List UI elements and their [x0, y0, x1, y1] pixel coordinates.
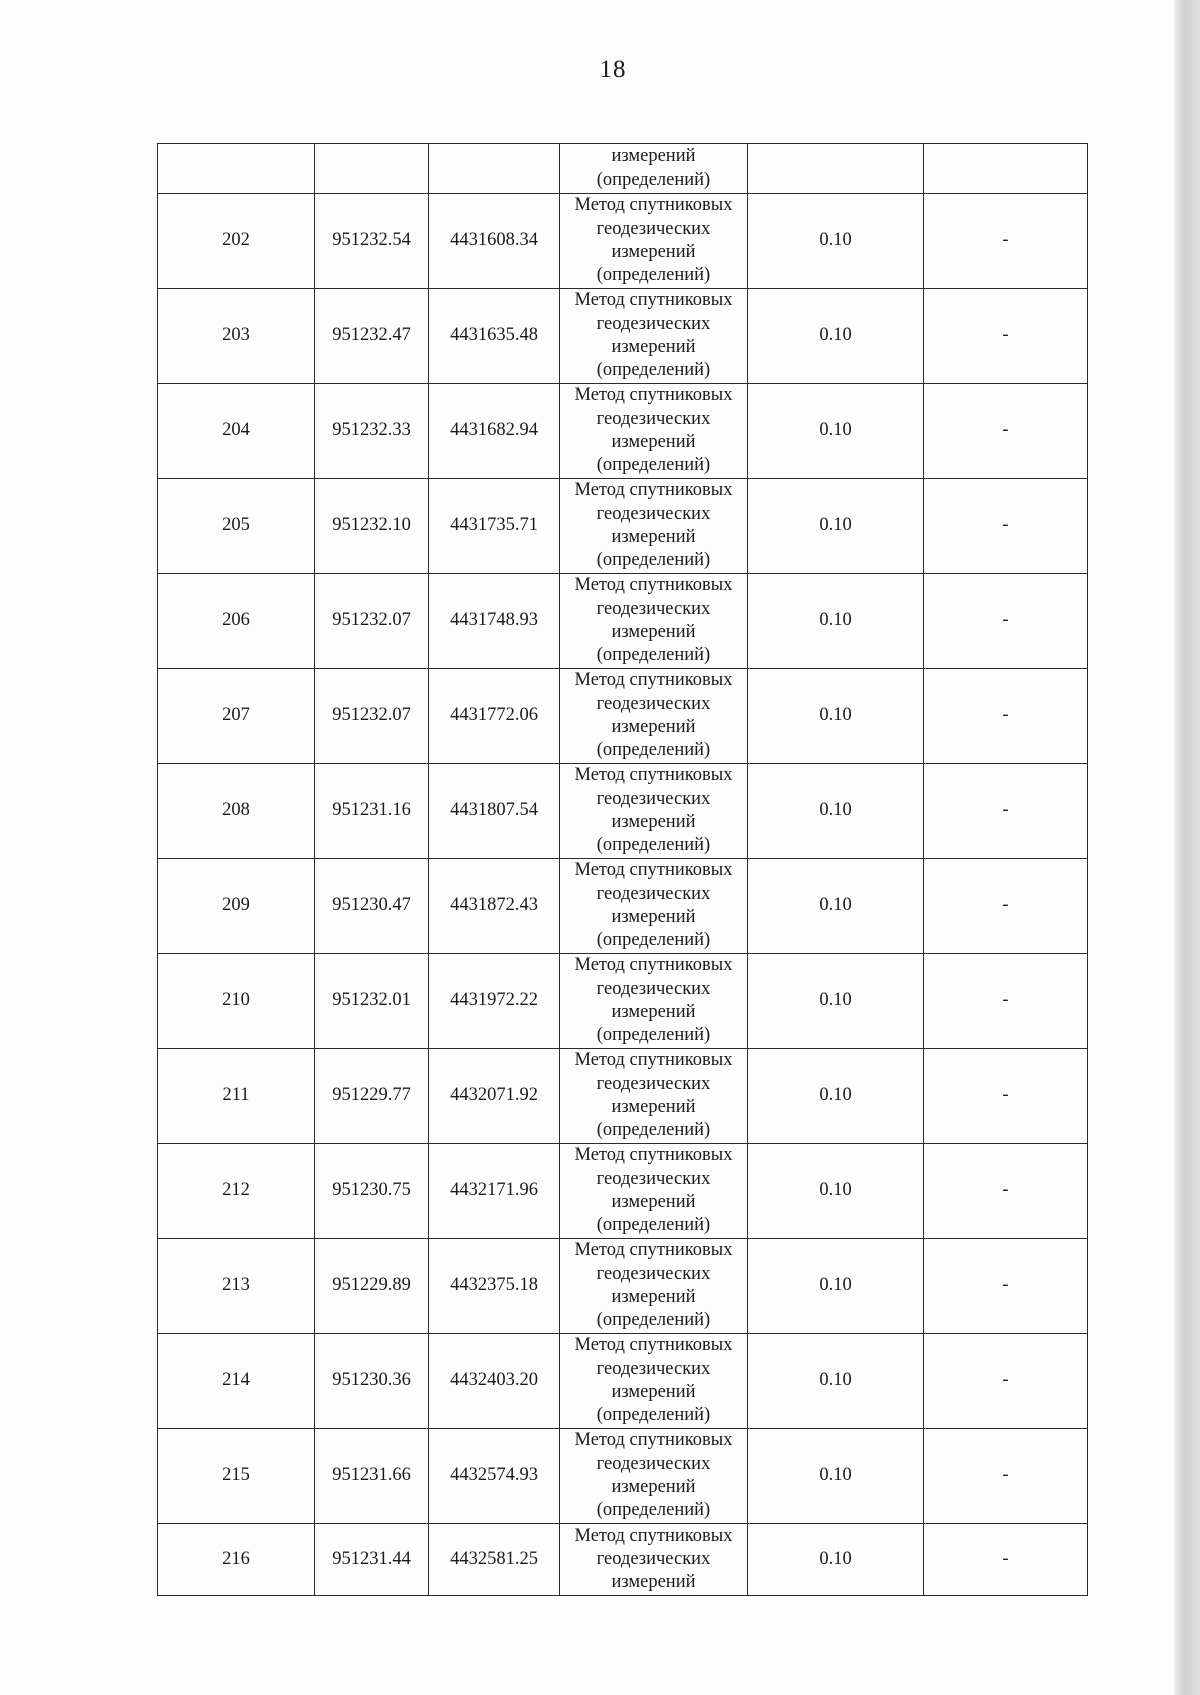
method-line: (определений) — [596, 360, 711, 381]
note-cell: - — [924, 954, 1088, 1049]
method-line: Метод спутниковых — [574, 1430, 733, 1451]
point-number-cell: 215 — [158, 1429, 315, 1524]
method-line: геодезических — [596, 1358, 711, 1379]
method-line: Метод спутниковых — [574, 1145, 733, 1166]
table-row — [158, 1429, 1088, 1524]
method-line: измерений — [611, 1287, 696, 1307]
method-cell — [560, 574, 748, 669]
accuracy-cell: 0.10 — [748, 1429, 924, 1524]
note-cell: - — [924, 194, 1088, 289]
table-row — [158, 479, 1088, 574]
method-line: (определений) — [596, 1310, 711, 1331]
y-coordinate-cell: 4431872.43 — [429, 859, 560, 954]
method-cell — [560, 479, 748, 574]
method-line: геодезических — [596, 1073, 711, 1094]
method-line: геодезических — [596, 788, 711, 809]
x-coordinate-cell: 951230.36 — [315, 1334, 429, 1429]
note-cell: - — [924, 1524, 1088, 1596]
method-line: измерений — [611, 907, 696, 927]
method-line: (определений) — [596, 645, 711, 666]
method-line: (определений) — [596, 1120, 711, 1141]
x-coordinate-cell: 951232.33 — [315, 384, 429, 479]
table-row — [158, 289, 1088, 384]
method-line: (определений) — [596, 265, 711, 286]
method-line: измерений — [611, 527, 696, 547]
point-number-cell: 203 — [158, 289, 315, 384]
method-cell — [560, 384, 748, 479]
method-line: Метод спутниковых — [574, 765, 733, 786]
method-line: измерений — [611, 622, 696, 642]
x-coordinate-cell: 951232.07 — [315, 574, 429, 669]
point-number-cell: 209 — [158, 859, 315, 954]
method-line: Метод спутниковых — [574, 1525, 733, 1546]
note-cell: - — [924, 669, 1088, 764]
method-line: (определений) — [596, 740, 711, 761]
method-line: геодезических — [596, 598, 711, 619]
method-line: Метод спутниковых — [574, 480, 733, 501]
method-cell — [560, 1239, 748, 1334]
note-cell: - — [924, 384, 1088, 479]
x-coordinate-cell: 951230.47 — [315, 859, 429, 954]
note-cell: - — [924, 1429, 1088, 1524]
point-number-cell: 204 — [158, 384, 315, 479]
y-coordinate-cell: 4431608.34 — [429, 194, 560, 289]
note-cell: - — [924, 764, 1088, 859]
method-line: геодезических — [596, 1548, 711, 1569]
y-coordinate-cell: 4431748.93 — [429, 574, 560, 669]
method-line: (определений) — [596, 835, 711, 856]
x-coordinate-cell: 951232.10 — [315, 479, 429, 574]
method-line: Метод спутниковых — [574, 1335, 733, 1356]
accuracy-cell: 0.10 — [748, 384, 924, 479]
x-coordinate-cell: 951231.66 — [315, 1429, 429, 1524]
table-row — [158, 1524, 1088, 1596]
method-cell — [560, 194, 748, 289]
method-cell — [560, 1429, 748, 1524]
method-line: (определений) — [596, 1405, 711, 1426]
accuracy-cell: 0.10 — [748, 574, 924, 669]
point-number-cell: 210 — [158, 954, 315, 1049]
method-cell — [560, 764, 748, 859]
method-cell — [560, 1334, 748, 1429]
method-line: измерений — [611, 1572, 696, 1593]
y-coordinate-cell: 4432375.18 — [429, 1239, 560, 1334]
method-line: геодезических — [596, 883, 711, 904]
y-cell — [429, 144, 560, 194]
y-coordinate-cell: 4431635.48 — [429, 289, 560, 384]
y-coordinate-cell: 4432403.20 — [429, 1334, 560, 1429]
method-line: измерений — [611, 1192, 696, 1212]
method-line: Метод спутниковых — [574, 195, 733, 216]
accuracy-cell: 0.10 — [748, 479, 924, 574]
note-cell: - — [924, 289, 1088, 384]
method-line: измерений — [611, 1097, 696, 1117]
method-line: (определений) — [596, 1025, 711, 1046]
y-coordinate-cell: 4431772.06 — [429, 669, 560, 764]
point-number-cell: 208 — [158, 764, 315, 859]
point-number-cell: 216 — [158, 1524, 315, 1596]
note-cell: - — [924, 1049, 1088, 1144]
method-line: измерений — [611, 242, 696, 262]
method-cell — [560, 1524, 748, 1596]
note-cell: - — [924, 1334, 1088, 1429]
x-coordinate-cell: 951229.89 — [315, 1239, 429, 1334]
accuracy-cell: 0.10 — [748, 1144, 924, 1239]
method-line: геодезических — [596, 313, 711, 334]
method-line: (определений) — [596, 169, 711, 190]
continuation-row — [158, 144, 1088, 194]
method-line: геодезических — [596, 503, 711, 524]
table-row — [158, 1144, 1088, 1239]
scan-edge-shadow — [1174, 0, 1200, 1695]
y-coordinate-cell: 4432171.96 — [429, 1144, 560, 1239]
method-line: (определений) — [596, 1500, 711, 1521]
y-coordinate-cell: 4431682.94 — [429, 384, 560, 479]
table-row — [158, 194, 1088, 289]
point-cell — [158, 144, 315, 194]
method-line: Метод спутниковых — [574, 290, 733, 311]
accuracy-cell: 0.10 — [748, 289, 924, 384]
method-line: измерений — [611, 1002, 696, 1022]
method-line: измерений — [611, 717, 696, 737]
y-coordinate-cell: 4432574.93 — [429, 1429, 560, 1524]
method-line: геодезических — [596, 693, 711, 714]
method-line: Метод спутниковых — [574, 1050, 733, 1071]
y-coordinate-cell: 4432071.92 — [429, 1049, 560, 1144]
method-cell — [560, 1049, 748, 1144]
y-coordinate-cell: 4431735.71 — [429, 479, 560, 574]
x-coordinate-cell: 951231.16 — [315, 764, 429, 859]
accuracy-cell: 0.10 — [748, 954, 924, 1049]
table-row — [158, 384, 1088, 479]
accuracy-cell: 0.10 — [748, 1049, 924, 1144]
table-row — [158, 1239, 1088, 1334]
accuracy-cell: 0.10 — [748, 194, 924, 289]
point-number-cell: 206 — [158, 574, 315, 669]
method-line: геодезических — [596, 978, 711, 999]
page-number: 18 — [599, 56, 627, 83]
coordinates-table — [157, 143, 1088, 1596]
accuracy-cell — [748, 144, 924, 194]
method-line: измерений — [611, 337, 696, 357]
method-line: (определений) — [596, 550, 711, 571]
accuracy-cell: 0.10 — [748, 764, 924, 859]
method-line: геодезических — [596, 1168, 711, 1189]
table-row — [158, 574, 1088, 669]
method-line: измерений — [611, 1477, 696, 1497]
method-cell — [560, 144, 748, 194]
x-coordinate-cell: 951230.75 — [315, 1144, 429, 1239]
x-coordinate-cell: 951229.77 — [315, 1049, 429, 1144]
point-number-cell: 212 — [158, 1144, 315, 1239]
coordinates-table-body — [158, 144, 1088, 1596]
method-line: геодезических — [596, 1453, 711, 1474]
x-coordinate-cell: 951232.47 — [315, 289, 429, 384]
method-line: измерений — [611, 812, 696, 832]
table-row — [158, 669, 1088, 764]
x-coordinate-cell: 951231.44 — [315, 1524, 429, 1596]
point-number-cell: 213 — [158, 1239, 315, 1334]
method-line: (определений) — [596, 930, 711, 951]
method-line: геодезических — [596, 218, 711, 239]
note-cell: - — [924, 574, 1088, 669]
method-cell — [560, 954, 748, 1049]
table-row — [158, 764, 1088, 859]
note-cell: - — [924, 1144, 1088, 1239]
method-cell — [560, 1144, 748, 1239]
point-number-cell: 202 — [158, 194, 315, 289]
method-line: геодезических — [596, 408, 711, 429]
table-row — [158, 859, 1088, 954]
method-line: Метод спутниковых — [574, 670, 733, 691]
y-coordinate-cell: 4431972.22 — [429, 954, 560, 1049]
method-cell — [560, 859, 748, 954]
x-cell — [315, 144, 429, 194]
method-line: геодезических — [596, 1263, 711, 1284]
note-cell — [924, 144, 1088, 194]
point-number-cell: 211 — [158, 1049, 315, 1144]
method-line: Метод спутниковых — [574, 575, 733, 596]
note-cell: - — [924, 1239, 1088, 1334]
method-cell — [560, 669, 748, 764]
accuracy-cell: 0.10 — [748, 1334, 924, 1429]
method-line: Метод спутниковых — [574, 385, 733, 406]
method-cell — [560, 289, 748, 384]
y-coordinate-cell: 4431807.54 — [429, 764, 560, 859]
method-line: Метод спутниковых — [574, 955, 733, 976]
method-line: Метод спутниковых — [574, 860, 733, 881]
accuracy-cell: 0.10 — [748, 1524, 924, 1596]
accuracy-cell: 0.10 — [748, 669, 924, 764]
method-line: (определений) — [596, 455, 711, 476]
note-cell: - — [924, 479, 1088, 574]
x-coordinate-cell: 951232.54 — [315, 194, 429, 289]
y-coordinate-cell: 4432581.25 — [429, 1524, 560, 1596]
x-coordinate-cell: 951232.01 — [315, 954, 429, 1049]
method-line: Метод спутниковых — [574, 1240, 733, 1261]
table-row — [158, 954, 1088, 1049]
table-row — [158, 1334, 1088, 1429]
accuracy-cell: 0.10 — [748, 859, 924, 954]
method-line: измерений — [611, 146, 696, 167]
point-number-cell: 214 — [158, 1334, 315, 1429]
x-coordinate-cell: 951232.07 — [315, 669, 429, 764]
point-number-cell: 207 — [158, 669, 315, 764]
method-line: измерений — [611, 1382, 696, 1402]
method-line: (определений) — [596, 1215, 711, 1236]
accuracy-cell: 0.10 — [748, 1239, 924, 1334]
point-number-cell: 205 — [158, 479, 315, 574]
table-row — [158, 1049, 1088, 1144]
method-line: измерений — [611, 432, 696, 452]
note-cell: - — [924, 859, 1088, 954]
